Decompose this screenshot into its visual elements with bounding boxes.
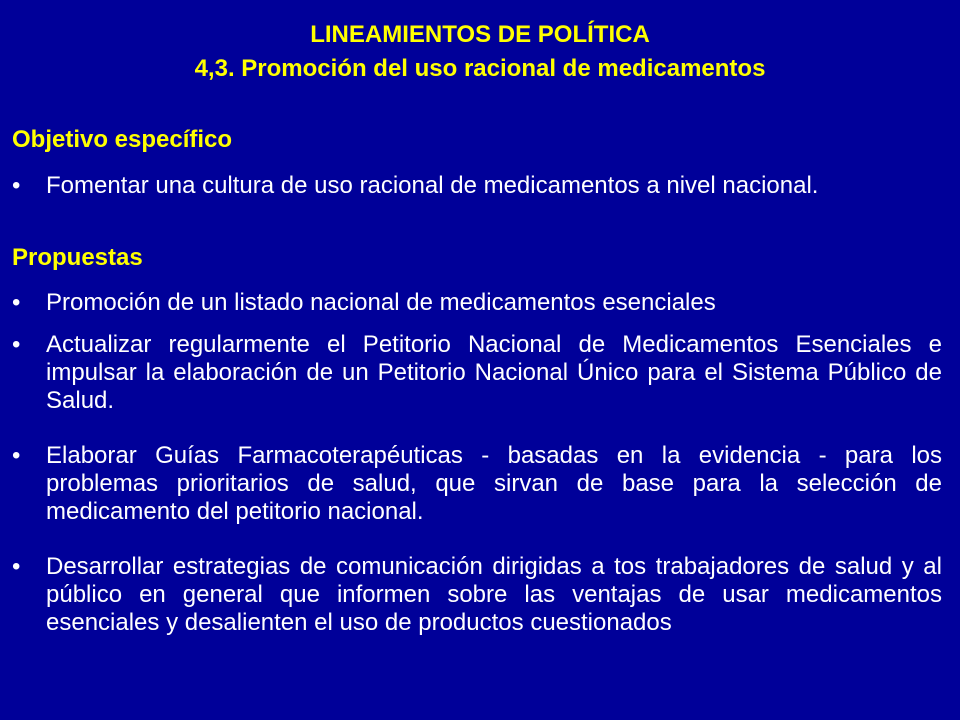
proposal-item <box>12 442 942 526</box>
proposals-heading: Propuestas <box>12 244 143 271</box>
proposal-item-text: Desarrollar estrategias de comunicación dirigidas a tos trabajadores de salud y al público en general que informen sobre las ventajas de usar medicamentos esenciales y desalienten el uso de productos cuestionados <box>46 553 942 636</box>
proposal-item <box>12 289 942 317</box>
objective-item-text: Fomentar una cultura de uso racional de medicamentos a nivel nacional. <box>46 172 819 199</box>
proposal-item-text: Promoción de un listado nacional de medicamentos esenciales <box>46 289 716 316</box>
title-line-2: 4,3. Promoción del uso racional de medicamentos <box>194 55 766 82</box>
bullet-icon: • <box>12 553 21 580</box>
objective-heading: Objetivo específico <box>12 126 233 153</box>
slide-title <box>0 18 960 86</box>
proposal-item <box>12 553 942 637</box>
objective-item <box>12 172 942 200</box>
bullet-icon: • <box>12 172 21 199</box>
proposal-item-text: Actualizar regularmente el Petitorio Nacional de Medicamentos Esenciales e impulsar la elaboración de un Petitorio Nacional Único para el Sistema Público de Salud. <box>46 331 942 414</box>
bullet-icon: • <box>12 442 21 469</box>
proposal-item <box>12 331 942 415</box>
title-line-1: LINEAMIENTOS DE POLÍTICA <box>310 21 650 48</box>
proposal-item-text: Elaborar Guías Farmacoterapéuticas - basadas en la evidencia - para los problemas prioritarios de salud, que sirvan de base para la selección de medicamento del petitorio nacional. <box>46 442 942 525</box>
bullet-icon: • <box>12 289 21 316</box>
bullet-icon: • <box>12 331 21 358</box>
